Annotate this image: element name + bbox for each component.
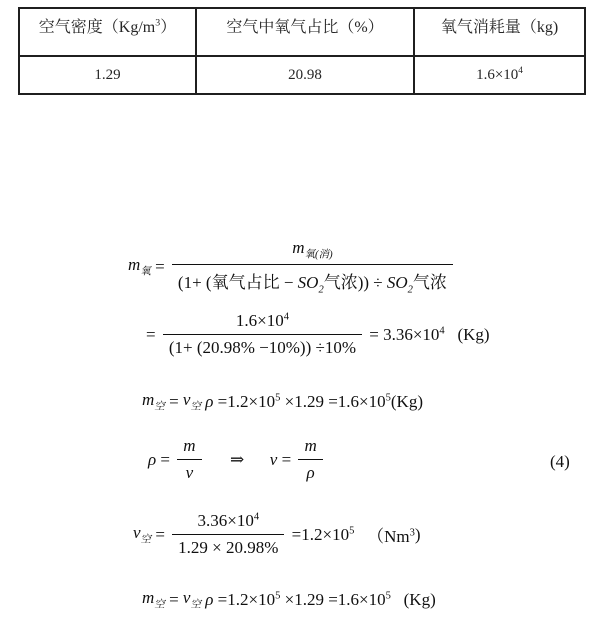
equation-air-mass-calculation-2: $m_空$ = $v_空$ ρ $=1.2\times 10^5$ $\times 1.29 =1.6\times 10^5$ (Kg) [142, 588, 436, 611]
air-parameters-table [18, 7, 586, 95]
equation-number-label: (4) [550, 452, 570, 471]
header-oxygen-ratio: 空气中氧气占比（%） [196, 8, 414, 56]
equation-oxygen-mass-definition: $m_氧$ = $\frac{m_{氧(消)}}{(1+ (氧气占比 - SO_2气浓)) \div SO_2气浓}$ [128, 238, 456, 296]
equation-oxygen-mass-calculation: = $\frac{1.6\times 10^4}{(1+ (20.98\% -10\%)) \div 10\%}$ = $3.36\times 10^4$ (Kg) [146, 311, 490, 357]
equation-density-volume-relation: ρ = $\frac{m}{v}$ ⇒ v = $\frac{m}{\rho}$ [148, 436, 326, 483]
value-oxygen-ratio: 20.98 [196, 56, 414, 94]
value-air-density: 1.29 [19, 56, 196, 94]
header-oxygen-consumption: 氧气消耗量（kg) [414, 8, 585, 56]
table-header-row [19, 8, 585, 56]
header-air-density: 空气密度$(Kg/m^3)$ [19, 8, 196, 56]
table-value-row [19, 56, 585, 94]
value-oxygen-consumption: $1.6\times 10^4$ [414, 56, 585, 94]
equation-air-mass-calculation-1: $m_空$ = $v_空$ ρ $=1.2\times 10^5$ $\times 1.29 =1.6\times 10^5$ (Kg) [142, 390, 423, 413]
equation-air-volume-calculation: $v_空$ = $\frac{3.36\times 10^4}{1.29 \times 20.98\%}$ $=1.2\times 10^5$ （Nm$^3$ ) [133, 511, 421, 557]
